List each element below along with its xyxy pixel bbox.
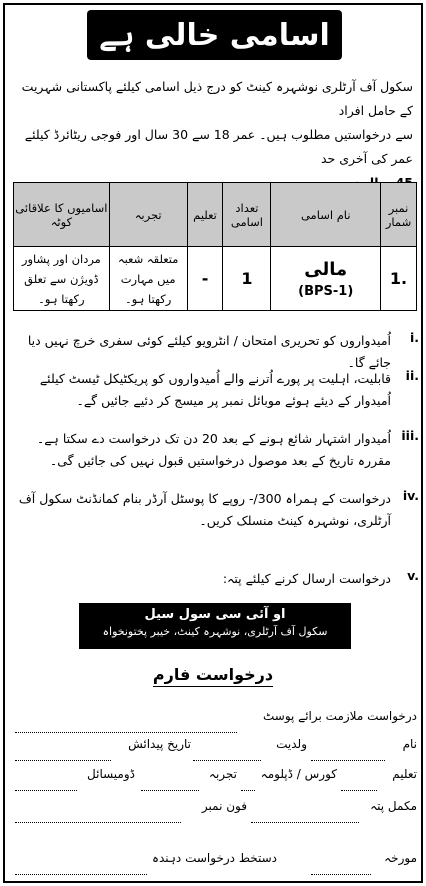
advertisement-page: [3, 3, 423, 883]
list-item: [11, 428, 419, 472]
address-box: [79, 603, 351, 649]
cell-count: 1: [223, 247, 271, 311]
label-dob: تاریخ پیدائش: [128, 737, 191, 751]
header-no: نمبر شمار: [381, 183, 417, 247]
field-name[interactable]: [311, 760, 385, 761]
note-text: قابلیت، اہلیت پر پورے اُترنے والے اُمیدواروں کو پریکٹیکل ٹیسٹ کیلئے اُمیدوار کے دیئے ہوئے موبائل نمبر پر میسج کر دئیے جائیں گے۔: [39, 371, 391, 408]
header-education: تعلیم: [187, 183, 223, 247]
form-row-address: [11, 799, 417, 825]
label-education: تعلیم: [392, 767, 417, 781]
label-post: درخواست ملازمت برائے پوسٹ: [262, 709, 417, 723]
title-banner: [87, 10, 342, 60]
field-father[interactable]: [193, 760, 261, 761]
form-row-post: [11, 709, 417, 735]
header-count: تعداد اسامی: [223, 183, 271, 247]
form-title-text: درخواست فارم: [153, 665, 273, 687]
table-row: [14, 247, 417, 311]
note-number: i.: [409, 330, 419, 345]
post-scale: (BPS-1): [298, 283, 354, 299]
header-name: نام اسامی: [271, 183, 381, 247]
cell-no: 1.: [381, 247, 417, 311]
form-title: [5, 665, 421, 684]
field-date[interactable]: [311, 874, 371, 875]
label-course: کورس / ڈپلومہ: [260, 767, 337, 781]
form-row-education: [11, 767, 417, 793]
field-phone[interactable]: [15, 822, 181, 823]
field-address[interactable]: [251, 822, 359, 823]
field-course[interactable]: [241, 790, 255, 791]
address-line-1: او آئی سی سول سیل: [144, 607, 286, 622]
label-phone: فون نمبر: [201, 799, 247, 813]
header-experience: تجربہ: [109, 183, 187, 247]
vacancy-table: [13, 182, 417, 311]
list-item: [11, 488, 419, 532]
intro-paragraph: [11, 75, 413, 195]
field-education[interactable]: [341, 790, 377, 791]
note-number: ii.: [405, 368, 419, 383]
list-item: [11, 368, 419, 412]
page-title: اسامی خالی ہے: [99, 17, 330, 53]
post-name: مالی: [304, 258, 348, 280]
field-domicile[interactable]: [15, 790, 77, 791]
header-quota: اسامیوں کا علاقائی کوٹہ: [14, 183, 110, 247]
label-father: ولدیت: [276, 737, 307, 751]
address-line-2: سکول آف آرٹلری، نوشہرہ کینٹ، خیبر پختونخواہ: [102, 625, 328, 638]
label-date: مورخہ: [384, 851, 417, 865]
intro-line-2: سے درخواستیں مطلوب ہیں۔ عمر 18 سے 30 سال اور فوجی ریٹائرڈ کیلئے عمر کی آخری حد: [24, 127, 413, 166]
cell-quota: مردان اور پشاور ڈویژن سے تعلق رکھتا ہو۔: [14, 247, 110, 311]
label-name: نام: [402, 737, 417, 751]
field-post[interactable]: [15, 732, 237, 733]
note-text: اُمیدوار اشتہار شائع ہونے کے بعد 20 دن تک درخواست دے سکتا ہے۔ مقررہ تاریخ کے بعد موصول درخواستیں قبول نہیں کی جائیں گی۔: [36, 431, 391, 468]
label-signature: دستخط درخواست دہندہ: [151, 851, 277, 865]
intro-line-1: سکول آف آرٹلری نوشہرہ کینٹ کو درج ذیل اسامی کیلئے پاکستانی شہریت کے حامل افراد: [21, 79, 413, 118]
note-text: اُمیدواروں کو تحریری امتحان / انٹرویو کیلئے کوئی سفری خرچ نہیں دیا جائے گا۔: [27, 333, 391, 370]
note-text: درخواست ارسال کرنے کیلئے پتہ:: [222, 571, 391, 586]
field-experience[interactable]: [141, 790, 199, 791]
note-text: درخواست کے ہمراہ 300/- روپے کا پوسٹل آرڈر بنام کمانڈنٹ سکول آف آرٹلری، نوشہرہ کینٹ منسلک کریں۔: [18, 491, 391, 528]
form-row-name: [11, 737, 417, 763]
cell-name: [271, 247, 381, 311]
note-number: iv.: [402, 488, 419, 503]
label-domicile: ڈومیسائل: [87, 767, 135, 781]
form-row-signature: [11, 851, 417, 877]
cell-experience: متعلقہ شعبہ میں مہارت رکھتا ہو۔: [109, 247, 187, 311]
note-number: v.: [407, 568, 419, 583]
label-experience: تجربہ: [208, 767, 237, 781]
field-signature[interactable]: [15, 874, 147, 875]
field-dob[interactable]: [15, 760, 111, 761]
table-header-row: [14, 183, 417, 247]
cell-education: -: [187, 247, 223, 311]
label-address: مکمل پتہ: [370, 799, 417, 813]
list-item: [11, 568, 419, 590]
note-number: iii.: [401, 428, 419, 443]
